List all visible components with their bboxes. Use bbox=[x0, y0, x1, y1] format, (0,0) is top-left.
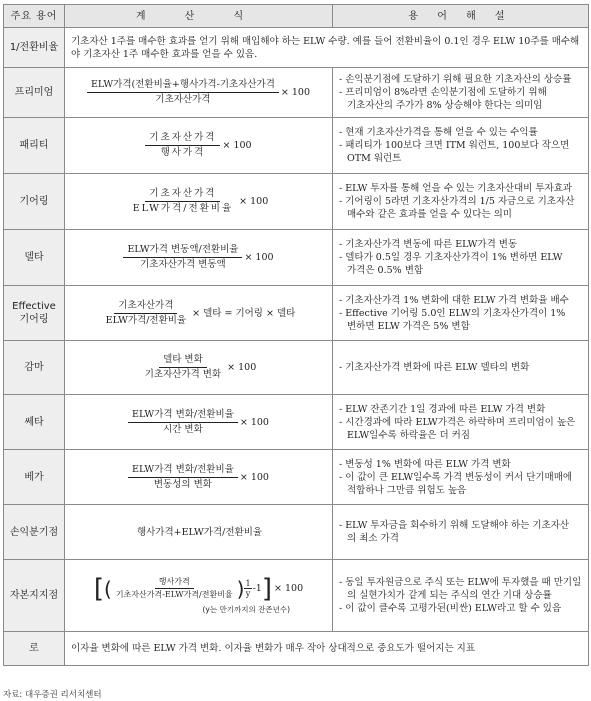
inner-denominator: 기초자산가격-ELW가격/전환비율 bbox=[115, 590, 233, 599]
full-description: 이자율 변화에 따른 ELW 가격 변화. 이자율 변화가 매우 작아 상대적으로 중요도가 떨어지는 지표 bbox=[65, 632, 589, 666]
fraction bbox=[128, 409, 238, 436]
multiplier: × 100 bbox=[280, 87, 311, 98]
table-row bbox=[4, 632, 589, 666]
table-row bbox=[4, 505, 589, 560]
term-cell: 감마 bbox=[4, 341, 65, 395]
term-cell: 프리미엄 bbox=[4, 68, 65, 118]
description-cell bbox=[333, 68, 589, 118]
left-bracket: [ bbox=[93, 573, 105, 604]
denominator: 기초자산가격 변동액 bbox=[140, 259, 226, 270]
description-line: - ELW 투자금을 회수하기 위해 도달해야 하는 기초자산 bbox=[339, 520, 570, 531]
description-cell bbox=[333, 118, 589, 174]
numerator: 기초자산가격 bbox=[145, 188, 220, 202]
description-cell bbox=[333, 341, 589, 395]
description-line: - 기초자산가격 변화에 따른 ELW 델타의 변화 bbox=[339, 362, 530, 373]
description-line: - 프리미엄이 8%라면 손익분기점에 도달하기 위해 bbox=[339, 87, 547, 98]
description-cell bbox=[333, 286, 589, 341]
table-row bbox=[4, 286, 589, 341]
table-row bbox=[4, 230, 589, 286]
description-line: - 현재 기초자산가격을 통해 얻을 수 있는 수익률 bbox=[339, 127, 538, 138]
denominator: ELW가격/전환비율 bbox=[105, 314, 187, 326]
term-cell: 자본지지점 bbox=[4, 560, 65, 632]
description-cell bbox=[333, 505, 589, 560]
description-line: 매수와 같은 효과를 얻을 수 있다는 의미 bbox=[347, 209, 512, 220]
denominator: 기초자산가격 변화 bbox=[144, 369, 222, 380]
description-cell bbox=[333, 395, 589, 450]
description-line: - 손익분기점에 도달하기 위해 필요한 기초자산의 상승률 bbox=[339, 74, 572, 85]
description-line: - 기초자산가격 1% 변화에 대한 ELW 가격 변화율 배수 bbox=[339, 294, 569, 306]
description-line: - 패리티가 100보다 크면 ITM 워런트, 100보다 작으면 bbox=[339, 140, 570, 151]
table-row bbox=[4, 560, 589, 632]
denominator: 행사가격 bbox=[160, 147, 206, 158]
table-row bbox=[4, 118, 589, 174]
header-formula: 계 산 식 bbox=[65, 5, 333, 28]
term-cell: 쎄타 bbox=[4, 395, 65, 450]
formula-cell bbox=[65, 505, 333, 560]
description-line: - ELW 투자를 통해 얻을 수 있는 기초자산대비 투자효과 bbox=[339, 183, 573, 194]
term-cell: 베가 bbox=[4, 450, 65, 505]
description-line: 의 최소 가격 bbox=[347, 533, 399, 544]
table-row bbox=[4, 174, 589, 230]
formula-cell bbox=[65, 341, 333, 395]
term-cell: 델타 bbox=[4, 230, 65, 286]
description-line: 변하면 ELW 가격은 5% 변함 bbox=[347, 320, 470, 332]
formula-cell bbox=[65, 560, 333, 632]
numerator: 기초자산가격 bbox=[114, 300, 177, 314]
header-row bbox=[4, 5, 589, 28]
right-bracket: ] bbox=[261, 573, 272, 604]
formula-cell bbox=[65, 68, 333, 118]
fraction bbox=[87, 79, 279, 106]
term-cell: Effective 기어링 bbox=[4, 286, 65, 341]
description-line: - ELW 잔존기간 1일 경과에 따른 ELW 가격 변화 bbox=[339, 403, 546, 415]
description-line: - 기어링이 5라면 기초자산가격의 1/5 자금으로 기초자산 bbox=[339, 196, 575, 207]
table-row bbox=[4, 28, 589, 68]
description-line: - 이 값이 큰 ELW일수록 가격 변동성이 커서 단기매매에 bbox=[339, 471, 573, 483]
description-line: - 시간경과에 따라 ELW가격은 하락하며 프리미엄이 높은 bbox=[339, 416, 576, 428]
description-line: - 변동성 1% 변화에 따른 ELW 가격 변화 bbox=[339, 458, 511, 470]
exponent-denominator: y bbox=[245, 589, 251, 598]
multiplier: × 100 bbox=[227, 362, 257, 373]
description-line: - Effective 기어링 5.0인 ELW의 기초자산가격이 1% bbox=[339, 307, 566, 319]
term-cell: 로 bbox=[4, 632, 65, 666]
multiplier: × 100 bbox=[239, 196, 269, 207]
term-cell: 1/전환비율 bbox=[4, 28, 65, 68]
description-line: - 이 값이 클수록 고평가된(비싼) ELW라고 할 수 있음 bbox=[339, 603, 562, 614]
full-description: 기초자산 1주를 매수한 효과를 얻기 위해 매입해야 하는 ELW 수량. 예를 들어 전환비율이 0.1인 경우 ELW 10주를 매수해야 기초자산 1주 매수한 효과를 얻을 수 있음. bbox=[65, 28, 589, 68]
numerator: ELW가격 변동액/전환비율 bbox=[123, 244, 242, 258]
left-paren: ( bbox=[104, 576, 112, 601]
denominator: 시간 변화 bbox=[163, 423, 203, 435]
multiplier: × 100 bbox=[244, 252, 274, 263]
exponent-numerator: 1 bbox=[245, 579, 251, 588]
formula-cell bbox=[65, 450, 333, 505]
table-row bbox=[4, 341, 589, 395]
header-term: 주요 용어 bbox=[4, 5, 65, 28]
description-line: 적합하나 그만큼 위험도 높음 bbox=[347, 484, 467, 496]
description-line: ELW일수록 하락율은 더 커짐 bbox=[347, 429, 471, 441]
fraction bbox=[102, 300, 190, 327]
multiplier: × 100 bbox=[239, 416, 269, 428]
inner-fraction bbox=[112, 577, 237, 600]
formula-note: (y는 만기까지의 잔존년수) bbox=[202, 604, 290, 614]
multiplier: × 델타 = 기어링 × 델타 bbox=[192, 307, 296, 319]
multiplier: × 100 bbox=[239, 471, 269, 483]
glossary-table-wrapper bbox=[3, 4, 588, 666]
numerator: 델타 변화 bbox=[159, 354, 207, 368]
right-paren: ) bbox=[236, 576, 245, 601]
description-cell bbox=[333, 560, 589, 632]
description-cell bbox=[333, 230, 589, 286]
numerator: ELW가격(전환비율+행사가격-기초자산가격 bbox=[87, 79, 279, 93]
minus-one: -1 bbox=[252, 583, 262, 594]
header-description: 용 어 해 설 bbox=[333, 5, 589, 28]
formula-cell bbox=[65, 395, 333, 450]
denominator: ELW가격/전환비율 bbox=[132, 203, 234, 214]
fraction bbox=[129, 188, 237, 215]
numerator: ELW가격 변화/전환비율 bbox=[128, 464, 238, 478]
table-row bbox=[4, 450, 589, 505]
fraction bbox=[141, 354, 225, 381]
formula-cell bbox=[65, 174, 333, 230]
capital-support-formula bbox=[93, 573, 304, 604]
table-row bbox=[4, 395, 589, 450]
description-cell bbox=[333, 450, 589, 505]
description-line: 기초자산의 주가가 8% 상승해야 한다는 의미임 bbox=[347, 100, 543, 111]
table-row bbox=[4, 68, 589, 118]
fraction bbox=[128, 464, 238, 491]
numerator: 기초자산가격 bbox=[145, 132, 220, 146]
inner-numerator: 행사가격 bbox=[155, 577, 194, 589]
formula-text: 행사가격+ELW가격/전환비율 bbox=[136, 526, 263, 538]
elw-glossary-table bbox=[3, 4, 589, 666]
fraction bbox=[123, 244, 242, 271]
exponent-fraction bbox=[244, 579, 251, 598]
description-line: OTM 워런트 bbox=[347, 153, 402, 164]
term-cell: 손익분기점 bbox=[4, 505, 65, 560]
formula-cell bbox=[65, 230, 333, 286]
description-line: 가격은 0.5% 변함 bbox=[347, 265, 424, 276]
multiplier: × 100 bbox=[222, 140, 252, 151]
description-line: - 델타가 0.5일 경우 기초자산가격이 1% 변하면 ELW bbox=[339, 252, 563, 263]
description-line: - 기초자산가격 변동에 따른 ELW가격 변동 bbox=[339, 239, 518, 250]
description-cell bbox=[333, 174, 589, 230]
term-cell: 패리티 bbox=[4, 118, 65, 174]
description-line: 의 실현가치가 같게 되는 주식의 연간 기대 상승률 bbox=[347, 590, 552, 601]
denominator: 변동성의 변화 bbox=[153, 478, 212, 490]
multiplier: × 100 bbox=[274, 583, 304, 594]
description-line: - 동일 투자원금으로 주식 또는 ELW에 투자했을 때 만기일 bbox=[339, 577, 582, 588]
term-cell: 기어링 bbox=[4, 174, 65, 230]
formula-cell bbox=[65, 286, 333, 341]
fraction bbox=[145, 132, 220, 159]
source-note: 자료: 대우증권 리서치센터 bbox=[3, 690, 102, 700]
numerator: ELW가격 변화/전환비율 bbox=[128, 409, 238, 423]
denominator: 기초자산가격 bbox=[155, 94, 211, 105]
formula-cell bbox=[65, 118, 333, 174]
